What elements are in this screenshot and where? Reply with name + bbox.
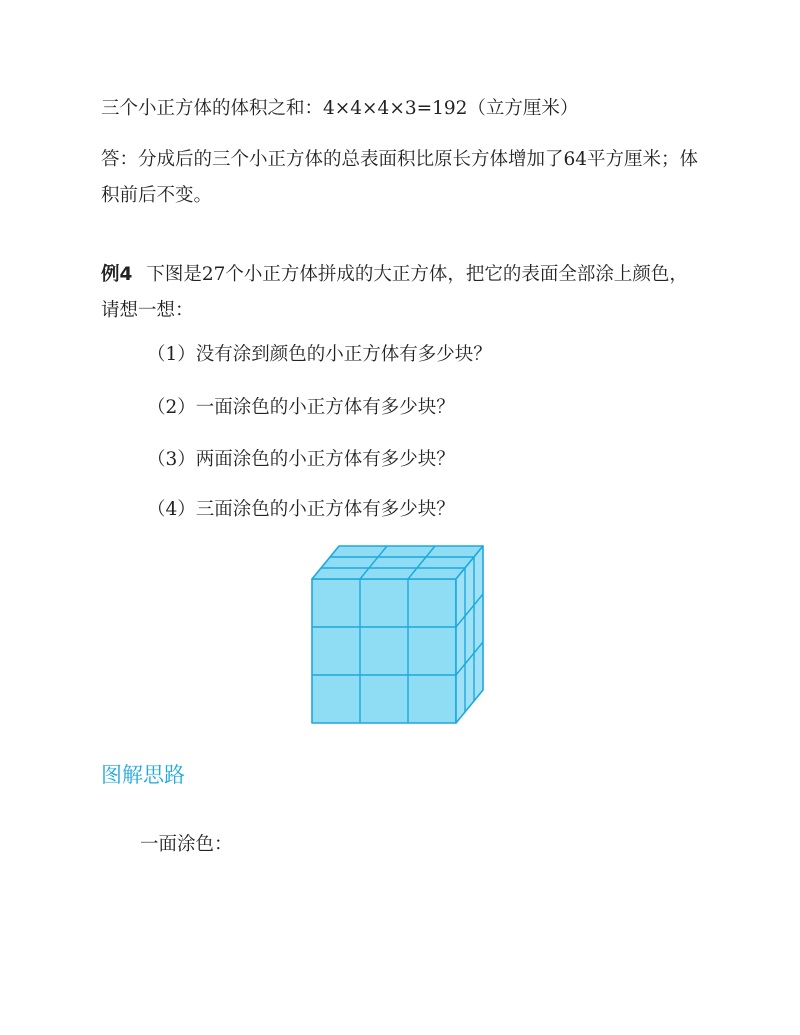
question-4: （4）三面涂色的小正方体有多少块？ bbox=[147, 499, 455, 520]
rubiks-cube-diagram bbox=[300, 538, 500, 728]
section-subheading: 一面涂色： bbox=[140, 834, 233, 855]
section-heading: 图解思路 bbox=[101, 763, 185, 787]
question-2: （2）一面涂色的小正方体有多少块？ bbox=[147, 397, 455, 418]
answer-paragraph: 答：分成后的三个小正方体的总表面积比原长方体增加了64平方厘米；体积前后不变。 bbox=[101, 149, 699, 206]
question-1: （1）没有涂到颜色的小正方体有多少块？ bbox=[147, 344, 492, 365]
example-problem bbox=[101, 257, 701, 329]
example-problem-text: 下图是27个小正方体拼成的大正方体，把它的表面全部涂上颜色，请想一想： bbox=[101, 264, 688, 321]
cube-figure bbox=[300, 538, 500, 728]
question-3: （3）两面涂色的小正方体有多少块？ bbox=[147, 449, 455, 470]
cube-front-face bbox=[312, 579, 456, 723]
cube-top-face bbox=[312, 546, 483, 579]
example-label: 例4 bbox=[101, 264, 133, 285]
volume-sum-line: 三个小正方体的体积之和：4×4×4×3=192（立方厘米） bbox=[101, 98, 579, 119]
